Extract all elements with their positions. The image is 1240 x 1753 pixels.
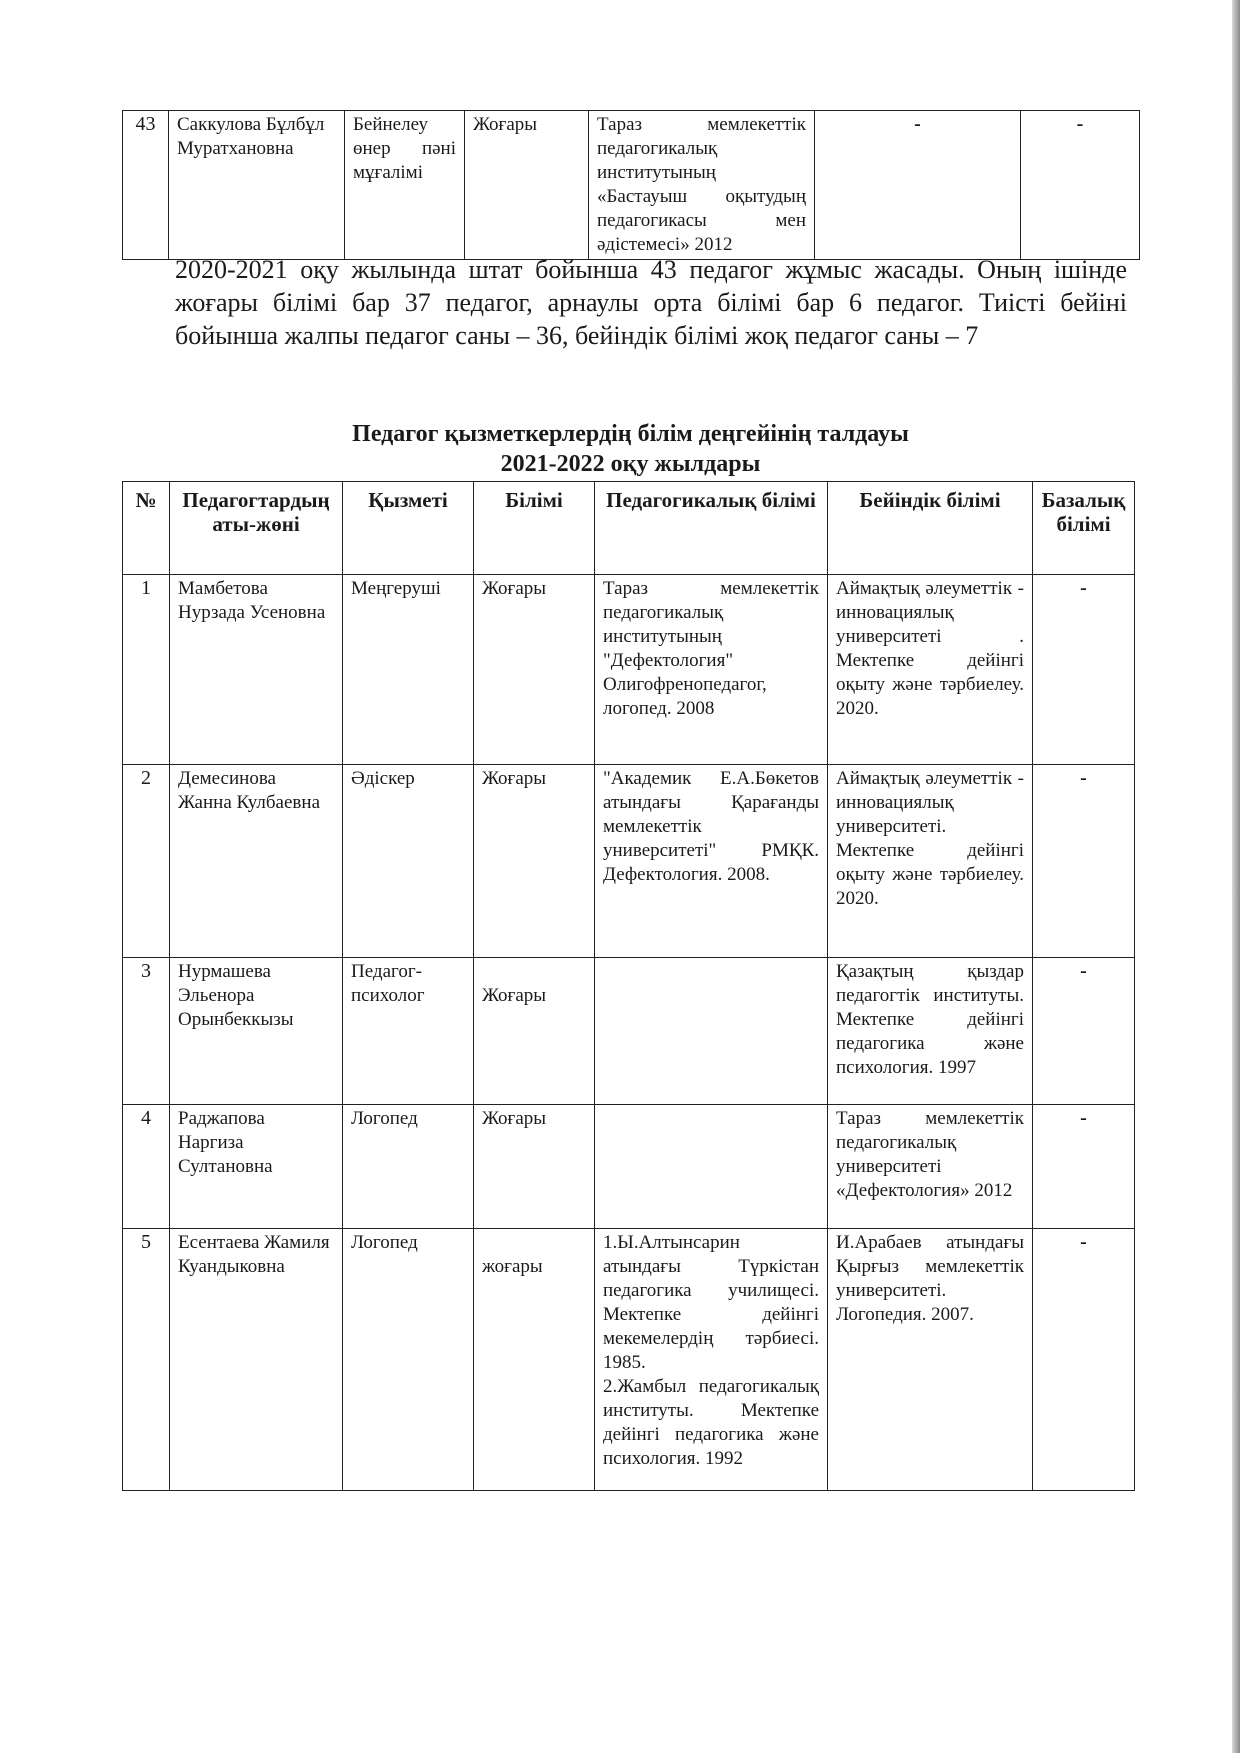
profile-education: Қазақтың қыздар педагогтік институты. Мектепке дейінгі педагогика және психология. 1997 (828, 958, 1033, 1105)
title-line-2: 2021-2022 оқу жылдары (500, 451, 761, 477)
header-num: № (123, 482, 170, 575)
row-number: 5 (123, 1229, 170, 1491)
staff-summary-paragraph: 2020-2021 оқу жылында штат бойынша 43 педагог жұмыс жасады. Оның ішінде жоғары білімі бар 37 педагог, арнаулы орта білімі бар 6 педагог. Тиісті бейіні бойынша жалпы педагог саны – 36, бейіндік білімі жоқ педагог саны – 7 (175, 255, 1127, 350)
section-title (122, 419, 1139, 479)
base-education: - (1033, 1105, 1135, 1229)
pedagogical-education: Тараз мемлекеттік педагогикалық институтының "Дефектология" Олигофренопедагог, логопед. 2008 (595, 575, 828, 765)
base-education: - (1033, 765, 1135, 958)
pedagogical-education (595, 958, 828, 1105)
pedagogical-education (595, 1105, 828, 1229)
education-analysis-table (122, 481, 1135, 1491)
row-number: 4 (123, 1105, 170, 1229)
teacher-name: Демесинова Жанна Кулбаевна (170, 765, 343, 958)
education-level: Жоғары (474, 765, 595, 958)
title-line-1: Педагог қызметкерлердің білім деңгейінің талдауы (352, 421, 909, 447)
base-education: - (1021, 111, 1140, 260)
profile-education: Тараз мемлекеттік педагогикалық университеті «Дефектология» 2012 (828, 1105, 1033, 1229)
table-row (123, 111, 1140, 260)
education-level: Жоғары (474, 1105, 595, 1229)
table-row (123, 1229, 1135, 1491)
teacher-position: Бейнелеу өнер пәні мұғалімі (345, 111, 465, 260)
profile-education: - (815, 111, 1021, 260)
row-number: 3 (123, 958, 170, 1105)
teacher-position: Меңгеруші (343, 575, 474, 765)
teacher-name: Есентаева Жамиля Куандыковна (170, 1229, 343, 1491)
education-level: Жоғары (474, 958, 595, 1105)
previous-staff-table (122, 110, 1140, 260)
header-position: Қызметі (343, 482, 474, 575)
row-number: 2 (123, 765, 170, 958)
education-level: жоғары (474, 1229, 595, 1491)
table-row (123, 575, 1135, 765)
row-number: 1 (123, 575, 170, 765)
row-number: 43 (123, 111, 169, 260)
education-level: Жоғары (465, 111, 589, 260)
table-row (123, 958, 1135, 1105)
table-row (123, 765, 1135, 958)
teacher-name: Мамбетова Нурзада Усеновна (170, 575, 343, 765)
pedagogical-education: Тараз мемлекеттік педагогикалық институтының «Бастауыш оқытудың педагогикасы мен әдістемесі» 2012 (589, 111, 815, 260)
header-profile: Бейіндік білімі (828, 482, 1033, 575)
pedagogical-education: "Академик Е.А.Бөкетов атындағы Қарағанды мемлекеттік университеті" РМҚК. Дефектология. 2008. (595, 765, 828, 958)
profile-education: И.Арабаев атындағы Қырғыз мемлекеттік университеті. Логопедия. 2007. (828, 1229, 1033, 1491)
profile-education: Аймақтық әлеуметтік - инновациялық университеті . Мектепке дейінгі оқыту және тәрбиелеу. 2020. (828, 575, 1033, 765)
scan-edge-shadow (1232, 0, 1240, 1753)
table-header-row (123, 482, 1135, 575)
teacher-position: Логопед (343, 1229, 474, 1491)
header-pedagogical: Педагогикалық білімі (595, 482, 828, 575)
pedagogical-item-2: 2.Жамбыл педагогикалық институты. Мектепке дейінгі педагогика және психология. 1992 (603, 1376, 819, 1469)
header-name: Педагогтардың аты-жөні (170, 482, 343, 575)
pedagogical-item-1: 1.Ы.Алтынсарин атындағы Түркістан педагогика училищесі. Мектепке дейінгі мекемелердің тәрбиесі. 1985. (603, 1232, 819, 1373)
teacher-name: Раджапова Наргиза Султановна (170, 1105, 343, 1229)
header-base: Базалық білімі (1033, 482, 1135, 575)
teacher-name: Саккулова Бұлбұл Муратхановна (169, 111, 345, 260)
teacher-position: Әдіскер (343, 765, 474, 958)
education-level: Жоғары (474, 575, 595, 765)
base-education: - (1033, 1229, 1135, 1491)
base-education: - (1033, 575, 1135, 765)
pedagogical-education (595, 1229, 828, 1491)
teacher-name: Нурмашева Эльенора Орынбеккызы (170, 958, 343, 1105)
table-row (123, 1105, 1135, 1229)
header-education: Білімі (474, 482, 595, 575)
base-education: - (1033, 958, 1135, 1105)
profile-education: Аймақтық әлеуметтік - инновациялық университеті. Мектепке дейінгі оқыту және тәрбиелеу. 2020. (828, 765, 1033, 958)
teacher-position: Логопед (343, 1105, 474, 1229)
teacher-position: Педагог-психолог (343, 958, 474, 1105)
